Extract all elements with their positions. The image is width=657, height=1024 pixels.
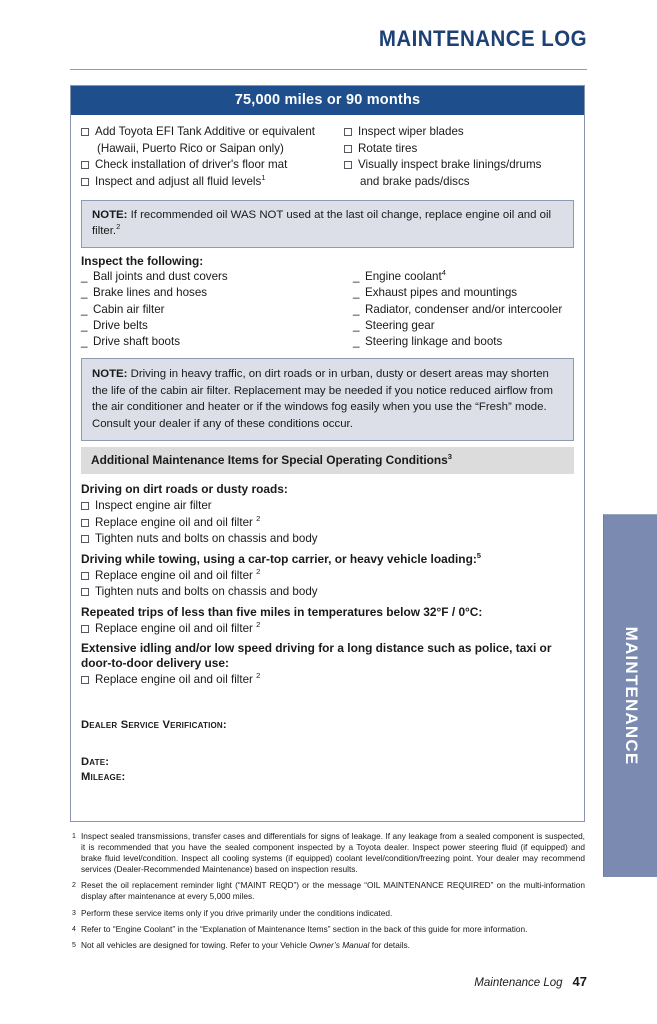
checkbox-icon[interactable] [81,572,89,580]
page-header [70,28,587,50]
condition-heading: Extensive idling and/or low speed driving for a long distance such as police, taxi or door-to-door delivery use: [81,641,552,671]
condition-item[interactable] [81,622,574,637]
inspect-item-label: Exhaust pipes and mountings [365,286,518,300]
inspect-item [81,285,353,301]
side-tab-label: MAINTENANCE [622,626,641,766]
dash-marker-icon: _ [353,335,360,349]
footnote-number: 3 [72,909,76,917]
inspect-item-label: Cabin air filter [93,302,165,316]
dash-marker-icon: _ [81,286,88,300]
inspect-item-label: Steering gear [365,318,435,332]
footnote [72,924,585,935]
checklist-item-label: Inspect wiper blades [358,125,464,138]
additional-items-band [81,447,574,474]
footer-section-label: Maintenance Log [474,977,563,989]
condition-item[interactable] [81,532,574,547]
dealer-verification-block [81,718,574,785]
inspect-section-heading: Inspect the following: [81,254,204,268]
inspect-item [353,285,574,301]
footnote-text: Inspect sealed transmissions, transfer cases and differentials for signs of leakage. If any leakage from a sealed component is suspected, it is recommended that you have the sealed component inspected by a Toyota dealer. Inspect power steering fluid (if equipped) and brake fluid level/condition. Inspect all cooling systems (if equipped) coolant level/condition/freezing point. Your dealer may recommend services (Dealer-Recommended Maintenance) based on inspection results. [81,831,585,875]
maintenance-content-box [70,85,585,822]
service-checklist [81,123,574,195]
checklist-item[interactable] [81,125,344,140]
interval-banner: 75,000 miles or 90 months [71,86,584,115]
section-side-tab[interactable] [603,514,657,877]
inspect-item [81,302,353,318]
condition-item[interactable] [81,585,574,600]
condition-item-label: Inspect engine air filter [95,499,212,513]
inspect-item [353,269,574,285]
inspect-item-label: Drive belts [93,318,148,332]
dash-marker-icon: _ [81,270,88,283]
inspect-item [81,269,353,285]
footnote [72,831,585,875]
checkbox-icon[interactable] [344,128,352,136]
condition-heading: Driving on dirt roads or dusty roads: [81,482,288,497]
footnote-text-end: for details. [369,939,410,950]
checklist-item-label: Check installation of driver's floor mat [95,158,288,171]
checkbox-icon[interactable] [81,519,89,527]
dash-marker-icon: _ [353,270,360,283]
header-divider [70,69,587,70]
dash-marker-icon: _ [81,302,88,316]
condition-heading [81,552,574,567]
inspect-item [353,318,574,334]
dash-marker-icon: _ [81,318,88,332]
inspect-column-right [353,269,574,350]
condition-item[interactable] [81,499,574,514]
footnote-ref: 2 [256,671,261,681]
checklist-item[interactable] [81,158,344,173]
checkbox-icon[interactable] [81,625,89,633]
condition-item-label: Replace engine oil and oil filter [95,568,257,582]
footnote-text: Refer to “Engine Coolant” in the “Explanation of Maintenance Items” section in the back of this guide for more information. [81,923,528,934]
footnote-text: Reset the oil replacement reminder light (“MAINT REQD”) or the message “OIL MAINTENANCE REQUIRED” on the multi-information display after maintenance at every 5,000 miles. [81,880,585,902]
checkbox-icon[interactable] [81,676,89,684]
inspect-item-label: Radiator, condenser and/or intercooler [365,302,563,316]
condition-item[interactable] [81,516,574,531]
inspect-item-label: Brake lines and hoses [93,286,208,300]
footnote-ref: 2 [256,620,261,630]
checkbox-icon[interactable] [81,161,89,169]
condition-item-label: Tighten nuts and bolts on chassis and body [95,532,318,546]
checklist-item-label: Add Toyota EFI Tank Additive or equivalent [95,125,315,138]
condition-item-label: Replace engine oil and oil filter [95,621,257,635]
inspect-item [81,334,353,350]
condition-item-label: Replace engine oil and oil filter [95,673,257,687]
inspect-item-label: Ball joints and dust covers [93,270,228,283]
condition-heading: Repeated trips of less than five miles in temperatures below 32°F / 0°C: [81,604,483,619]
footnote-ref: 2 [116,221,121,231]
footnote-number: 4 [72,925,76,933]
inspect-list [81,269,574,353]
page-footer [70,974,587,989]
footnotes-section [72,831,585,956]
dash-marker-icon: _ [81,335,88,349]
additional-items-title: Additional Maintenance Items for Special Operating Conditions [91,453,448,468]
footnote-ref: 2 [256,567,261,577]
dash-marker-icon: _ [353,302,360,316]
note-box-oil [81,200,574,248]
checkbox-icon[interactable] [81,535,89,543]
footnote [72,908,585,919]
note-label: NOTE: [92,368,128,381]
footnote-ref: 1 [261,172,266,182]
checklist-item-continuation: and brake pads/discs [360,174,470,188]
checkbox-icon[interactable] [344,161,352,169]
checklist-item-label: Visually inspect brake linings/drums [358,158,542,171]
note-box-cabin-filter [81,358,574,441]
note-label: NOTE: [92,209,128,221]
checklist-item[interactable] [344,142,574,157]
condition-item-label: Tighten nuts and bolts on chassis and body [95,585,318,599]
checklist-item[interactable] [344,158,574,173]
footnote-ref: 2 [256,514,261,524]
dealer-verification-title: Dealer Service Verification: [81,718,227,731]
condition-item[interactable] [81,569,574,584]
inspect-item-label: Drive shaft boots [93,335,180,349]
inspect-column-left [81,269,353,350]
checklist-column-left [81,125,344,191]
inspect-item [81,318,353,334]
inspect-item-label: Engine coolant [365,270,442,283]
page-title: MAINTENANCE LOG [378,26,587,51]
dash-marker-icon: _ [353,286,360,300]
checklist-item-continuation: (Hawaii, Puerto Rico or Saipan only) [97,141,284,155]
date-label: Date: [81,755,110,768]
checklist-item[interactable] [344,125,574,140]
footnote-text-italic: Owner’s Manual [309,939,370,950]
checklist-item[interactable] [81,172,344,190]
checklist-column-right [344,125,574,191]
checklist-item-label: Rotate tires [358,141,418,155]
note-text: If recommended oil WAS NOT used at the last oil change, replace engine oil and oil filter. [92,209,552,237]
footnote-ref: 4 [441,268,446,278]
footnote-number: 5 [72,941,76,949]
condition-item-label: Replace engine oil and oil filter [95,515,257,529]
footnote-number: 2 [72,882,76,890]
footnote [72,940,585,951]
footnote-text: Perform these service items only if you drive primarily under the conditions indicated. [81,907,393,918]
checkbox-icon[interactable] [81,588,89,596]
checkbox-icon[interactable] [81,178,89,186]
footnote [72,880,585,902]
checkbox-icon[interactable] [81,502,89,510]
note-text: Driving in heavy traffic, on dirt roads or in urban, dusty or desert areas may shorten the life of the cabin air filter. Replacement may be needed if you notice reduced airflow from the air conditioner and heater or if the windows fog easily when you use the “Fresh” mode. Consult your dealer if any of these conditions occur. [92,368,553,430]
inspect-item [353,302,574,318]
footnote-number: 1 [72,833,76,840]
inspect-item-label: Steering linkage and boots [365,335,503,349]
checkbox-icon[interactable] [344,145,352,153]
condition-heading-text: Driving while towing, using a car-top carrier, or heavy vehicle loading: [81,551,477,566]
mileage-label: Mileage: [81,770,126,783]
dash-marker-icon: _ [353,318,360,332]
footnote-ref: 3 [447,452,452,462]
footnote-text: Not all vehicles are designed for towing. Refer to your Vehicle [81,939,310,950]
checkbox-icon[interactable] [81,128,89,136]
condition-item[interactable] [81,673,574,688]
checklist-item-label: Inspect and adjust all fluid levels [95,174,262,188]
page-number: 47 [572,974,587,989]
footnote-ref: 5 [476,551,482,561]
inspect-item [353,334,574,350]
